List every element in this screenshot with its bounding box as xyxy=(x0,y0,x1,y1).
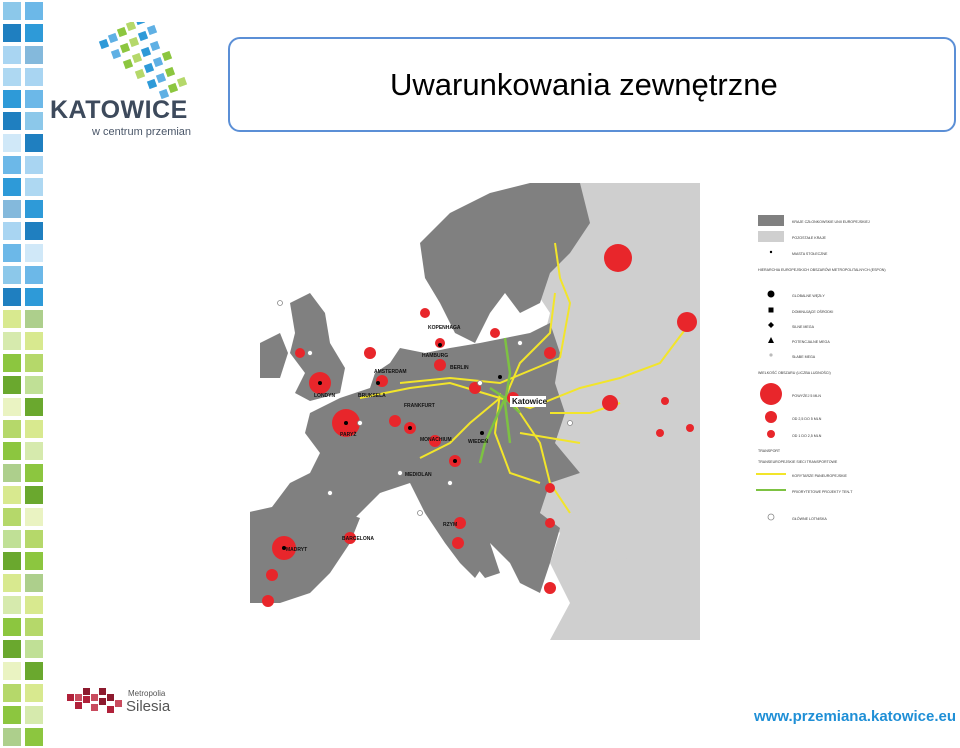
mosaic-tile xyxy=(25,332,43,350)
mosaic-tile xyxy=(25,530,43,548)
mosaic-tile xyxy=(3,244,21,262)
mosaic-tile xyxy=(25,464,43,482)
legend-g1-dot xyxy=(768,291,775,298)
legend-swatch-other xyxy=(758,231,784,242)
brand-name: KATOWICE xyxy=(50,96,188,124)
airport-icon xyxy=(448,481,453,486)
capital-dot xyxy=(453,459,457,463)
logo-square xyxy=(129,37,139,47)
city-label-barcelona: BARCELONA xyxy=(342,536,374,542)
metro-area-dot xyxy=(452,537,464,549)
capital-dot xyxy=(344,421,348,425)
metro-area-dot xyxy=(262,595,274,607)
mosaic-tile xyxy=(3,200,21,218)
mosaic-tile xyxy=(3,178,21,196)
mosaic-tile xyxy=(25,310,43,328)
mosaic-tile xyxy=(3,134,21,152)
logo-square xyxy=(144,63,154,73)
mosaic-tile xyxy=(25,46,43,64)
brand-tagline: w centrum przemian xyxy=(92,126,192,138)
mosaic-tile xyxy=(3,266,21,284)
mosaic-tile xyxy=(25,288,43,306)
logo-square xyxy=(141,47,151,57)
metro-big-label: Silesia xyxy=(126,698,171,715)
mosaic-tile xyxy=(25,618,43,636)
metro-small-label: Metropolia xyxy=(128,689,166,698)
logo-square xyxy=(123,59,133,69)
mosaic-tile xyxy=(3,398,21,416)
logo-square xyxy=(165,67,175,77)
logo-square xyxy=(99,39,109,49)
mosaic-tile xyxy=(25,354,43,372)
legend-label-g4: POTENCJALNE MEGA xyxy=(792,340,830,344)
mosaic-tile xyxy=(25,376,43,394)
mosaic-tile xyxy=(25,244,43,262)
metro-area-dot xyxy=(376,375,388,387)
mosaic-tile xyxy=(3,354,21,372)
legend-capital-dot xyxy=(770,251,772,253)
mosaic-tile xyxy=(25,486,43,504)
city-label-mediolan: MEDIOLAN xyxy=(405,472,432,478)
metro-logo-square xyxy=(99,698,106,705)
legend-g3-diamond xyxy=(768,322,774,328)
city-label-hamburg: HAMBURG xyxy=(422,353,449,359)
turkey-region xyxy=(570,553,700,613)
city-label-katowice: Katowice xyxy=(512,397,548,406)
logo-square xyxy=(135,69,145,79)
metro-logo-square xyxy=(107,694,114,701)
airport-icon xyxy=(398,471,403,476)
mosaic-tile xyxy=(3,420,21,438)
legend-swatch-eu xyxy=(758,215,784,226)
mosaic-tile xyxy=(3,90,21,108)
metro-area-dot xyxy=(656,429,664,437)
city-label-amsterdam: AMSTERDAM xyxy=(374,369,407,375)
mosaic-tile xyxy=(3,706,21,724)
legend-g4-triangle xyxy=(768,337,774,343)
legend-label-hier: HIERARCHIA EUROPEJSKICH OBSZARÓW METROPOLITALNYCH (ESPON) xyxy=(758,268,886,272)
mosaic-tile xyxy=(25,398,43,416)
mosaic-tile xyxy=(25,640,43,658)
capital-dot xyxy=(318,381,322,385)
mosaic-tile xyxy=(3,728,21,746)
mosaic-tile xyxy=(25,596,43,614)
mosaic-tile xyxy=(25,706,43,724)
mosaic-tile xyxy=(25,2,43,20)
mosaic-tile xyxy=(3,508,21,526)
mosaic-tile xyxy=(25,508,43,526)
city-label-monachium: MONACHIUM xyxy=(420,437,452,443)
website-link[interactable]: www.przemiana.katowice.eu xyxy=(754,708,957,725)
capital-dot xyxy=(408,426,412,430)
mosaic-tile xyxy=(3,222,21,240)
mosaic-tile xyxy=(3,288,21,306)
mosaic-tile xyxy=(3,376,21,394)
logo-square xyxy=(147,79,157,89)
metro-area-dot xyxy=(389,415,401,427)
metro-area-dot xyxy=(434,359,446,371)
legend-label-s1: POWYŻEJ 5 MLN xyxy=(792,394,821,398)
mosaic-tile xyxy=(3,486,21,504)
capital-dot xyxy=(376,381,380,385)
metro-logo-square xyxy=(67,694,74,701)
metro-area-dot xyxy=(661,397,669,405)
metro-area-dot xyxy=(686,424,694,432)
mosaic-tile xyxy=(3,574,21,592)
airport-icon xyxy=(478,381,483,386)
mosaic-tile xyxy=(3,68,21,86)
mosaic-tile xyxy=(25,222,43,240)
logo-square xyxy=(153,57,163,67)
capital-dot xyxy=(480,431,484,435)
legend-label-g1: GLOBALNE WĘZŁY xyxy=(792,294,825,298)
mosaic-strip xyxy=(0,0,52,748)
metro-area-dot xyxy=(266,569,278,581)
airport-icon xyxy=(568,421,573,426)
logo-square xyxy=(147,25,157,35)
mosaic-tile xyxy=(3,310,21,328)
legend-label-g3: SILNE MEGA xyxy=(792,325,814,329)
city-label-madryt: MADRYT xyxy=(286,547,308,553)
metro-area-dot xyxy=(604,244,632,272)
metro-logo-square xyxy=(83,696,90,703)
logo-square xyxy=(132,53,142,63)
mosaic-tile xyxy=(3,618,21,636)
logo-square xyxy=(156,73,166,83)
mosaic-tile xyxy=(3,530,21,548)
logo-square xyxy=(111,49,121,59)
mosaic-tile xyxy=(3,46,21,64)
metro-area-dot xyxy=(677,312,697,332)
logo-square xyxy=(108,33,118,43)
mosaic-tile xyxy=(3,684,21,702)
map-legend xyxy=(752,215,922,525)
logo-square xyxy=(162,51,172,61)
airport-icon xyxy=(278,301,283,306)
mosaic-tile xyxy=(25,156,43,174)
mosaic-tile xyxy=(25,90,43,108)
city-label-bruksela: BRUKSELA xyxy=(358,393,386,399)
metro-area-dot xyxy=(295,348,305,358)
mosaic-tile xyxy=(25,552,43,570)
metro-area-dot xyxy=(420,308,430,318)
legend-label-capital: MIASTA STOŁECZNE xyxy=(792,252,828,256)
logo-square xyxy=(126,22,136,31)
city-label-londyn: LONDYN xyxy=(314,393,336,399)
city-label-paryz: PARYŻ xyxy=(340,432,357,438)
mosaic-tile xyxy=(25,112,43,130)
slide-title: Uwarunkowania zewnętrzne xyxy=(390,67,778,102)
metro-logo-square xyxy=(115,700,122,707)
mosaic-tile xyxy=(3,442,21,460)
legend-label-transport: TRANSPORT xyxy=(758,449,781,453)
capital-dot xyxy=(438,343,442,347)
legend-label-tnet: TRANSEUROPEJSKIE SIECI TRANSPORTOWE xyxy=(758,460,838,464)
city-label-frankfurt: FRANKFURT xyxy=(404,403,435,409)
mosaic-tile xyxy=(25,442,43,460)
legend-label-other: POZOSTAŁE KRAJE xyxy=(792,236,826,240)
metro-area-dot xyxy=(544,347,556,359)
legend-label-airport: GŁÓWNE LOTNISKA xyxy=(792,517,827,521)
mosaic-tile xyxy=(3,596,21,614)
logo-square xyxy=(177,77,187,87)
legend-label-g5: SŁABE MEGA xyxy=(792,355,816,359)
mosaic-tile xyxy=(25,684,43,702)
mosaic-tile xyxy=(3,464,21,482)
metro-logo-square xyxy=(91,694,98,701)
mosaic-tile xyxy=(25,728,43,746)
legend-label-s2: OD 2,5 DO 5 MLN xyxy=(792,417,822,421)
metro-logo-square xyxy=(107,706,114,713)
mosaic-tile xyxy=(3,332,21,350)
airport-icon xyxy=(418,511,423,516)
legend-g2-square xyxy=(769,308,774,313)
legend-airport-icon xyxy=(768,514,774,520)
metro-logo-square xyxy=(75,702,82,709)
metro-logo-square xyxy=(99,688,106,695)
logo-square xyxy=(168,83,178,93)
metro-area-dot xyxy=(545,483,555,493)
city-label-rzym: RZYM xyxy=(443,522,458,528)
metro-area-dot xyxy=(545,518,555,528)
legend-size-small xyxy=(767,430,775,438)
metro-area-dot xyxy=(364,347,376,359)
title-box xyxy=(228,37,956,132)
mosaic-tile xyxy=(25,662,43,680)
legend-size-medium xyxy=(765,411,777,423)
metro-logo-square xyxy=(75,694,82,701)
city-label-berlin: BERLIN xyxy=(450,365,469,371)
mosaic-tile xyxy=(3,552,21,570)
mosaic-tile xyxy=(25,574,43,592)
logo-square xyxy=(117,27,127,37)
mosaic-tile xyxy=(25,134,43,152)
mosaic-tile xyxy=(25,420,43,438)
mosaic-tile xyxy=(25,24,43,42)
airport-icon xyxy=(308,351,313,356)
mosaic-tile xyxy=(3,156,21,174)
legend-label-c2: PRIORYTETOWE PROJEKTY TEN-T xyxy=(792,490,853,494)
mosaic-tile xyxy=(3,24,21,42)
legend-label-eu: KRAJE CZŁONKOWSKIE UNII EUROPEJSKIEJ xyxy=(792,220,870,224)
mosaic-tile xyxy=(3,662,21,680)
logo-square xyxy=(120,43,130,53)
logo-square xyxy=(150,41,160,51)
airport-icon xyxy=(518,341,523,346)
city-label-wieden: WIEDEŃ xyxy=(468,439,488,445)
logo-square xyxy=(138,31,148,41)
legend-g5-dot xyxy=(769,353,772,356)
mosaic-tile xyxy=(3,640,21,658)
metro-logo-square xyxy=(91,704,98,711)
metro-logo-square xyxy=(83,688,90,695)
mosaic-tile xyxy=(25,178,43,196)
mosaic-tile xyxy=(25,266,43,284)
mosaic-tile xyxy=(3,112,21,130)
metro-area-dot xyxy=(544,582,556,594)
mosaic-tile xyxy=(25,200,43,218)
mosaic-tile xyxy=(25,68,43,86)
legend-label-s3: OD 1 DO 2,5 MLN xyxy=(792,434,822,438)
capital-dot xyxy=(498,375,502,379)
airport-icon xyxy=(358,421,363,426)
metro-area-dot xyxy=(490,328,500,338)
legend-label-c1: KORYTARZE PANEUROPEJSKIE xyxy=(792,474,847,478)
legend-label-size: WIELKOŚĆ OBSZARU (LICZBA LUDNOŚCI) xyxy=(758,371,831,375)
airport-icon xyxy=(328,491,333,496)
city-label-kopenhaga: KOPENHAGA xyxy=(428,325,461,331)
europe-map xyxy=(250,183,700,640)
legend-size-large xyxy=(760,383,782,405)
logo-square xyxy=(135,22,145,25)
mosaic-tile xyxy=(3,2,21,20)
metro-area-dot xyxy=(602,395,618,411)
legend-label-g2: DOMINUJĄCE OŚRODKI xyxy=(792,310,834,314)
